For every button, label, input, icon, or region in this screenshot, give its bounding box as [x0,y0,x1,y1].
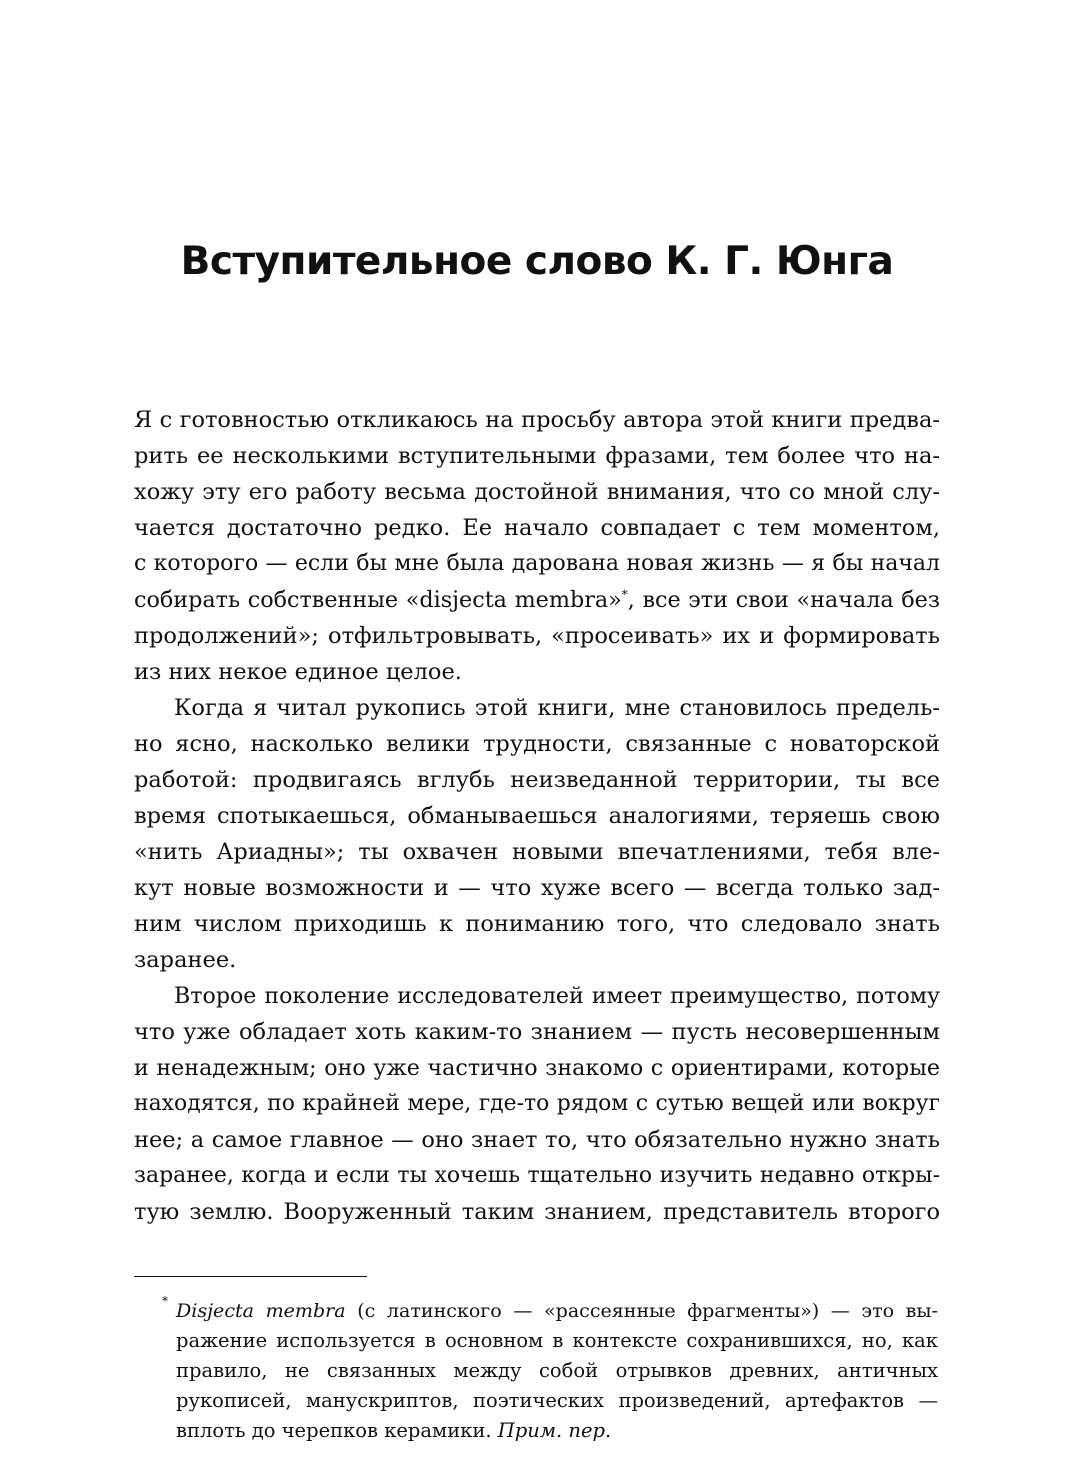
translator-note-label: Прим. пер. [497,1419,612,1442]
footnote-line [162,1294,938,1326]
footnote-term: Disjecta membra [176,1300,346,1322]
text-line: из них некое единое целое. [134,659,462,685]
chapter-title: Вступительное слово К. Г. Юнга [180,239,894,284]
text-line: что уже обладает хоть каким-то знанием — пусть несовершенным [134,1019,940,1045]
footnote-reference: * [621,587,628,602]
text-line: Второе поколение исследователей имеет преимущество, потому [174,983,940,1009]
text-line: рить ее несколькими вступительными фразами, тем более что на- [134,443,940,469]
text-line: «нить Ариадны»; ты охвачен новыми впечатлениями, тебя вле- [134,839,940,865]
text-line: находятся, по крайней мере, где-то рядом с сутью вещей или вокруг [134,1091,940,1116]
text-segment: , все эти свои «начала без [627,587,940,613]
footnote-mark: * [162,1294,168,1308]
text-line: заранее. [134,947,237,973]
footnote-divider [134,1276,367,1277]
text-line: работой: продвигаясь вглубь неизведанной территории, ты все [134,767,940,793]
text-line: нее; а самое главное — оно знает то, что обязательно нужно знать [134,1127,940,1153]
main-text [134,402,940,1230]
text-line: заранее, когда и если ты хочешь тщательно изучить недавно откры- [134,1163,940,1188]
text-line: но ясно, насколько велики трудности, связанные с новаторской [134,731,940,757]
text-line: продолжений»; отфильтровывать, «просеивать» их и формировать [134,623,940,649]
text-line: тую землю. Вооруженный таким знанием, представитель второго [134,1199,940,1225]
footnote-line: ражение используется в основном в контексте сохранившихся, но, как [176,1329,938,1352]
footnote-text: (с латинского — «рассеянные фрагменты») — это вы- [345,1300,938,1322]
text-line: с которого — если бы мне была дарована новая жизнь — я бы начал [134,551,940,576]
footnote-line: рукописей, манускриптов, поэтических произведений, артефактов — [176,1389,938,1412]
text-line: Я с готовностью откликаюсь на просьбу автора этой книги предва- [134,407,940,433]
text-line: хожу эту его работу весьма достойной внимания, что со мной слу- [134,479,940,505]
text-line: кут новые возможности и — что хуже всего — всегда только зад- [134,875,940,901]
text-line: время спотыкаешься, обманываешься аналогиями, теряешь свою [134,803,940,829]
text-line: Когда я читал рукопись этой книги, мне становилось предель- [174,695,940,721]
text-line-with-footnote-ref [134,582,940,618]
footnote [162,1294,938,1446]
text-line: ним числом приходишь к пониманию того, что следовало знать [134,911,940,937]
footnote-line [176,1416,938,1446]
footnote-text: вплоть до черепков керамики. [176,1419,498,1442]
text-segment: собирать собственные «disjecta membra» [134,587,622,613]
footnote-line: правило, не связанных между собой отрывков древних, античных [176,1359,938,1382]
text-line: чается достаточно редко. Ее начало совпадает с тем моментом, [134,515,940,541]
text-line: и ненадежным; оно уже частично знакомо с ориентирами, которые [134,1055,940,1081]
